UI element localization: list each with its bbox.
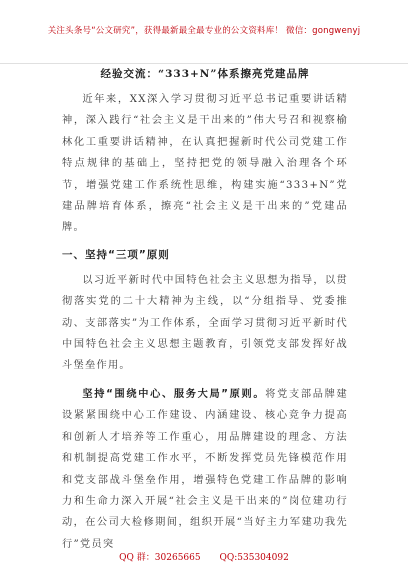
intro-paragraph: 近年来，XX深入学习贯彻习近平总书记重要讲话精神，深入践行“社会主义是干出来的”伟大号召和视察榆林化工重要讲话精神，在认真把握新时代公司党建工作特点规律的基础上，坚持把党的领导融入治理各个环节，增强党建工作系统性思维，构建实施“333+N”党建品牌培育体系，擦亮“社会主义是干出来的”党建品牌。: [62, 94, 348, 234]
principle-lead: 坚持“围绕中心、服务大局”原则。: [82, 388, 266, 400]
page-header: [0, 0, 408, 64]
document-title: 经验交流：“333+N”体系擦亮党建品牌: [100, 68, 310, 80]
footer-qq-group: QQ 群：30265665: [119, 553, 201, 563]
header-banner-text: 关注头条号“公文研究”，获得最新最全最专业的公文资料库！ 微信：gongwenyj: [47, 26, 361, 36]
page-footer: [0, 550, 408, 572]
principle-paragraph: [62, 384, 348, 555]
principle-body: 将党支部品牌建设紧紧围绕中心工作建设、内涵建设、核心竞争力提高和创新人才培养等工作重心，用品牌建设的理念、方法和机制提高党建工作水平，不断发挥党员先锋模范作用和党支部战斗堡垒作用，增强特色党建工作品牌的影响力和生命力深入开展“社会主义是干出来的”岗位建功行动，在公司大检修期间，组织开展“当好主力军建功我先行”党员突: [62, 388, 348, 550]
section1-paragraph: 以习近平新时代中国特色社会主义思想为指导，以贯彻落实党的二十大精神为主线，以“分组指导、党委推动、支部落实”为工作体系，全面学习贯彻习近平新时代中国特色社会主义思想主题教育，引领党支部发挥好战斗堡垒作用。: [62, 274, 348, 372]
footer-qq-contact: QQ:535304092: [219, 553, 289, 563]
section-heading: 一、坚持“三项”原则: [62, 248, 170, 261]
document-body: [62, 66, 348, 555]
